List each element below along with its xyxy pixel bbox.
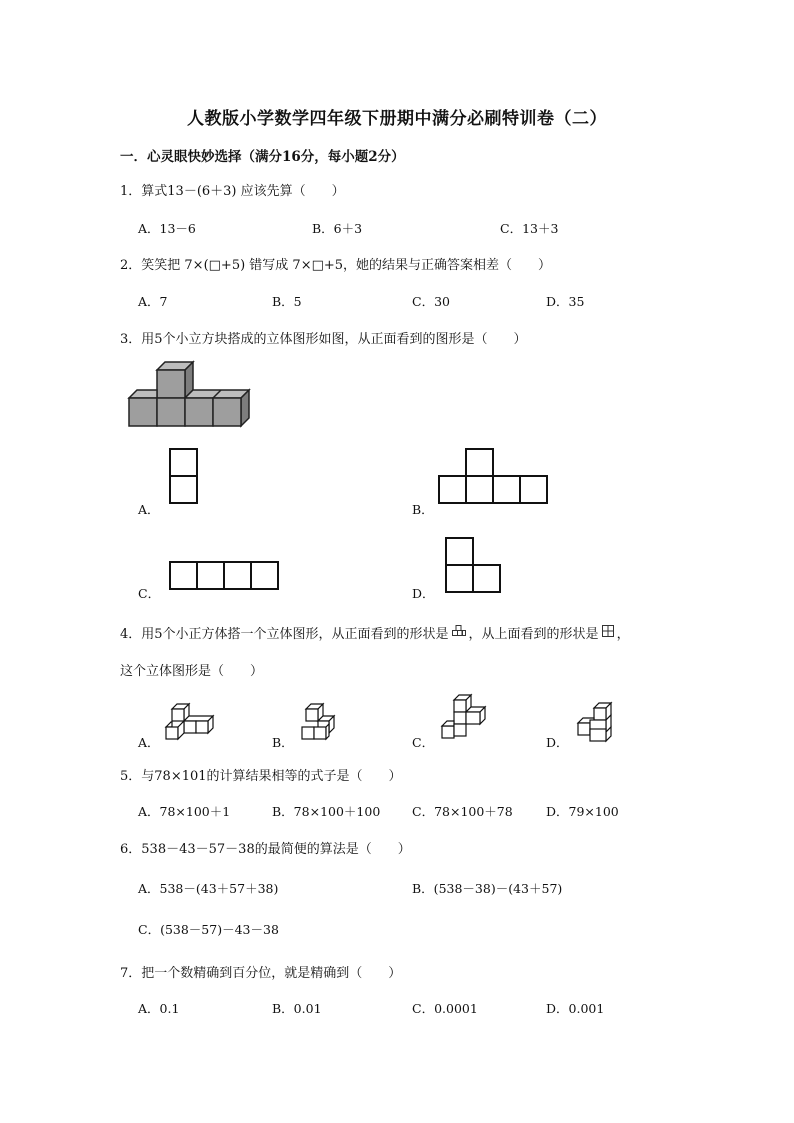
- q4-stem-part-b: ，从上面看到的形状是: [468, 627, 599, 642]
- question-4-stem: [120, 623, 630, 642]
- q7-option-c[interactable]: C．0.0001: [412, 1001, 478, 1016]
- q6-option-c[interactable]: C．(538－57)－43－38: [138, 922, 279, 937]
- q2-option-d[interactable]: D．35: [546, 294, 585, 309]
- q4-option-d[interactable]: D．: [546, 735, 569, 750]
- q5-option-c[interactable]: C．78×100＋78: [412, 804, 513, 819]
- q7-option-b[interactable]: B．0.01: [272, 1001, 322, 1016]
- q2-option-a[interactable]: A．7: [138, 294, 168, 309]
- front-view-icon: [452, 625, 466, 637]
- q4-stem-part-c: ，: [616, 627, 630, 642]
- q5-option-a[interactable]: A．78×100＋1: [138, 804, 231, 819]
- q4-option-a-figure: [164, 703, 220, 741]
- q1-option-c[interactable]: C．13＋3: [500, 221, 559, 236]
- question-4-stem-line2: 这个立体图形是（ ）: [120, 664, 264, 679]
- q6-option-a[interactable]: A．538－(43＋57＋38): [138, 881, 279, 896]
- q3-option-c[interactable]: C．: [138, 586, 161, 601]
- q3-option-b-figure: [437, 448, 551, 506]
- q3-option-a[interactable]: A．: [138, 502, 160, 517]
- page-title: 人教版小学数学四年级下册期中满分必刷特训卷（二）: [187, 109, 607, 129]
- q5-option-b[interactable]: B．78×100＋100: [272, 804, 381, 819]
- q3-option-d[interactable]: D．: [412, 586, 435, 601]
- q2-option-c[interactable]: C．30: [412, 294, 450, 309]
- q4-stem-part-a: 4．用5个小正方体搭一个立体图形，从正面看到的形状是: [120, 627, 449, 642]
- q3-option-d-figure: [444, 536, 504, 596]
- q3-option-a-figure: [169, 448, 199, 506]
- q4-option-c-figure: [438, 694, 490, 742]
- q4-option-a[interactable]: A．: [138, 735, 160, 750]
- q3-option-c-figure: [168, 560, 282, 592]
- q3-cube-figure: [122, 358, 254, 434]
- q4-option-d-figure: [574, 703, 620, 743]
- q5-option-d[interactable]: D．79×100: [546, 804, 619, 819]
- q2-option-b[interactable]: B．5: [272, 294, 302, 309]
- question-5-stem: 5．与78×101的计算结果相等的式子是（ ）: [120, 769, 402, 784]
- q4-option-b[interactable]: B．: [272, 735, 294, 750]
- q4-option-c[interactable]: C．: [412, 735, 435, 750]
- question-2-stem: 2．笑笑把 7×(□+5) 错写成 7×□+5，她的结果与正确答案相差（ ）: [120, 258, 552, 273]
- question-7-stem: 7．把一个数精确到百分位，就是精确到（ ）: [120, 966, 402, 981]
- question-3-stem: 3．用5个小立方块搭成的立体图形如图，从正面看到的图形是（ ）: [120, 332, 527, 347]
- q1-option-a[interactable]: A．13－6: [138, 221, 196, 236]
- q3-option-b[interactable]: B．: [412, 502, 434, 517]
- q4-option-b-figure: [298, 703, 342, 743]
- q7-option-a[interactable]: A．0.1: [138, 1001, 180, 1016]
- question-1-stem: 1．算式13－(6＋3) 应该先算（ ）: [120, 184, 345, 199]
- q6-option-b[interactable]: B．(538－38)－(43＋57): [412, 881, 563, 896]
- question-6-stem: 6．538－43－57－38的最简便的算法是（ ）: [120, 842, 411, 857]
- section-heading: 一．心灵眼快妙选择（满分16分，每小题2分）: [120, 149, 405, 165]
- q1-option-b[interactable]: B．6＋3: [312, 221, 363, 236]
- top-view-icon: [602, 625, 614, 637]
- q7-option-d[interactable]: D．0.001: [546, 1001, 605, 1016]
